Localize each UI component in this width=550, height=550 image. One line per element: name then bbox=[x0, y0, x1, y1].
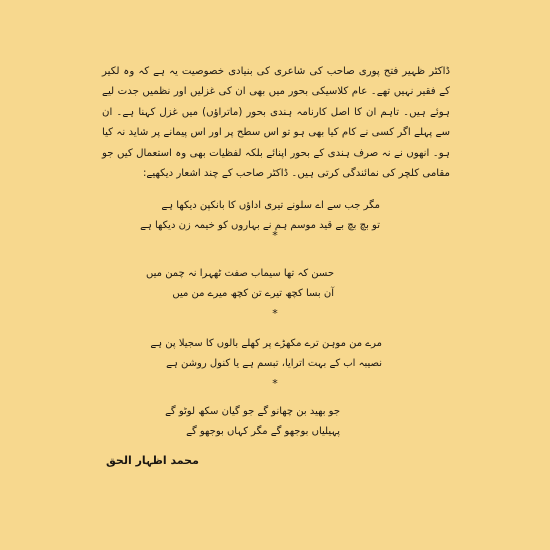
intro-paragraph bbox=[102, 62, 450, 184]
couplet-2 bbox=[146, 264, 334, 304]
couplet-4-line-2: پہیلیاں بوجھو گے مگر کہاں بوجھو گے bbox=[186, 426, 340, 437]
separator-1: * bbox=[272, 229, 278, 242]
couplet-3-line-2: نصیبہ اب کے بہت اترایا، تبسم ہے یا کنول روشن ہے bbox=[166, 358, 382, 369]
couplet-2-line-1: حسن کہ تھا سیماب صفت ٹھہرا نہ چمن میں bbox=[146, 268, 334, 279]
couplet-2-line-2: آن بسا کچھ تیرے تن کچھ میرے من میں bbox=[172, 288, 334, 299]
couplet-3-line-1: مرے من موہن ترے مکھڑے پر کھلے بالوں کا سجیلا پن ہے bbox=[150, 338, 382, 349]
intro-text: ڈاکٹر ظہیر فتح پوری صاحب کی شاعری کی بنیادی خصوصیت یہ ہے کہ وہ لکیر کے فقیر نہیں تھے۔ عام کلاسیکی بحور میں بھی ان کی غزلیں اور نظمیں جدت لیے ہوئے ہیں۔ تاہم ان کا اصل کارنامہ ہندی بحور (ماتراؤں) میں غزل کہنا ہے۔ ان سے پہلے اگر کسی نے کام کیا بھی ہو تو اس سطح پر اور اس پیمانے پر شاید نہ کیا ہو۔ انھوں نے نہ صرف ہندی کے بحور اپنائے بلکہ لفظیات بھی وہ استعمال کیں جو مقامی کلچر کی نمائندگی کرتی ہیں۔ ڈاکٹر صاحب کے چند اشعار دیکھیے: bbox=[102, 66, 450, 180]
author-signature: محمد اظہار الحق bbox=[106, 454, 199, 467]
couplet-3 bbox=[150, 334, 382, 374]
couplet-1-line-2: تو بچ بچ بے قید موسم ہم نے بہاروں کو خیمہ زن دیکھا ہے bbox=[140, 220, 380, 231]
separator-3: * bbox=[272, 377, 278, 390]
couplet-4-line-1: جو بھید بن چھانو گے جو گیان سکھ لوٹو گے bbox=[165, 406, 340, 417]
couplet-1-line-1: مگر جب سے اے سلونے تیری اداؤں کا بانکپن دیکھا ہے bbox=[161, 200, 380, 211]
separator-2: * bbox=[272, 307, 278, 320]
couplet-4 bbox=[165, 402, 340, 442]
